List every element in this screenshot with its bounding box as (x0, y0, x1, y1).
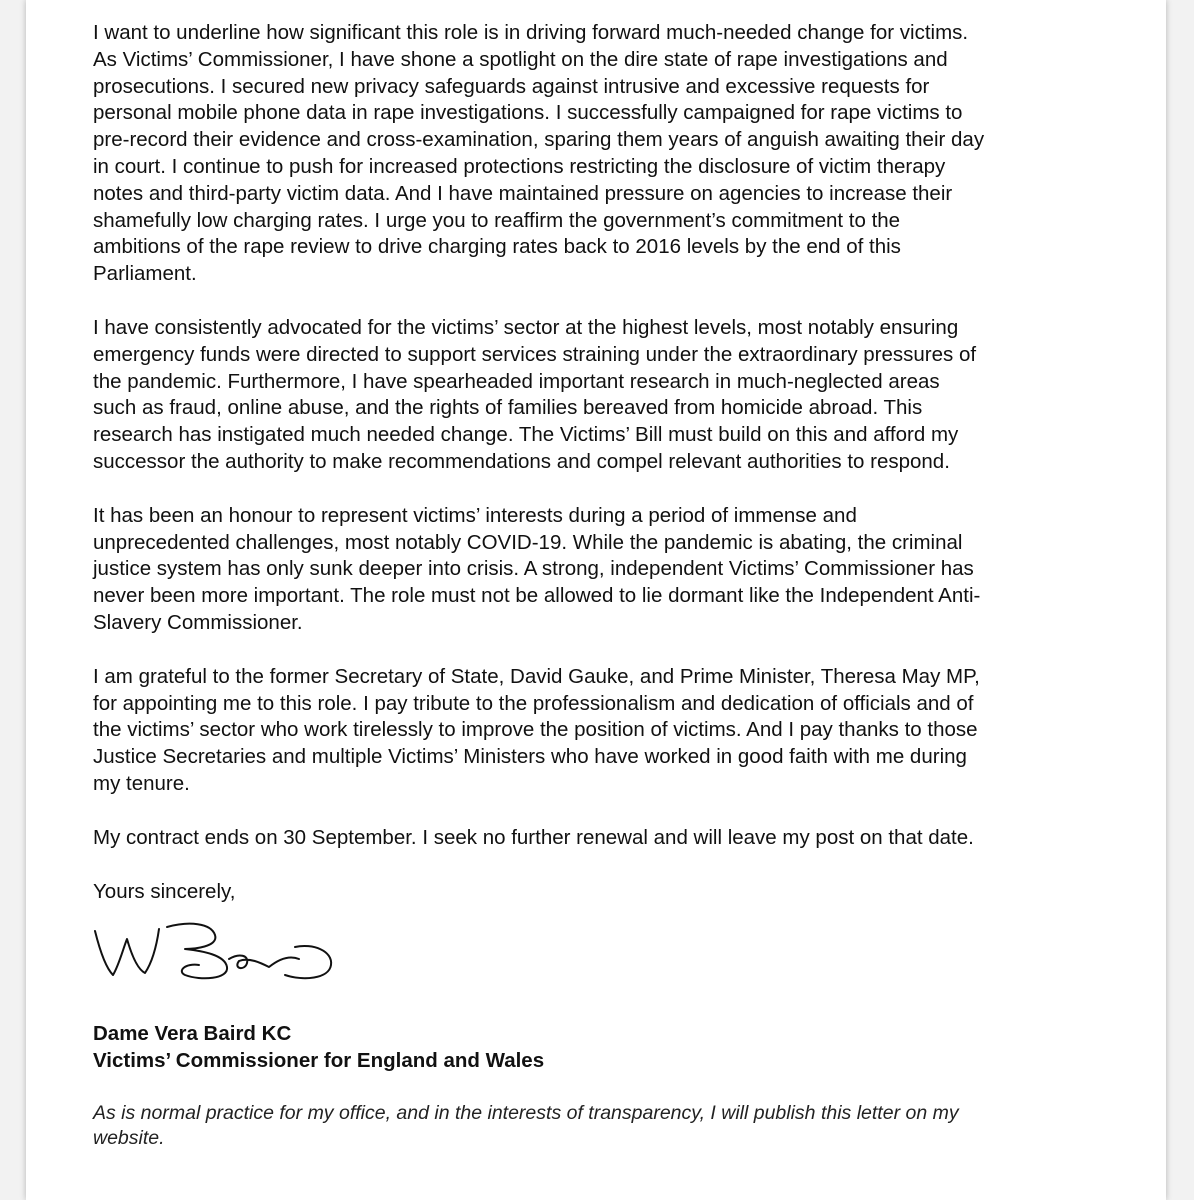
text-line: such as fraud, online abuse, and the rights of families bereaved from homicide abroad. This (93, 396, 923, 420)
text-line: prosecutions. I secured new privacy safeguards against intrusive and excessive requests for (93, 74, 930, 98)
text-line: my tenure. (93, 771, 190, 795)
signer-block (93, 1021, 1093, 1075)
text-line: unprecedented challenges, most notably COVID-19. While the pandemic is abating, the criminal (93, 530, 963, 554)
text-line: As is normal practice for my office, and in the interests of transparency, I will publish this letter on my (93, 1101, 959, 1124)
text-line: notes and third-party victim data. And I have maintained pressure on agencies to increase their (93, 181, 953, 205)
text-line: website. (93, 1127, 165, 1150)
paragraph-2 (93, 315, 1093, 476)
text-line: My contract ends on 30 September. I seek no further renewal and will leave my post on that date. (93, 825, 974, 849)
text-line: I am grateful to the former Secretary of State, David Gauke, and Prime Minister, Theresa May MP, (93, 664, 980, 688)
text-line: As Victims’ Commissioner, I have shone a spotlight on the dire state of rape investigations and (93, 47, 948, 71)
text-line: It has been an honour to represent victims’ interests during a period of immense and (93, 503, 857, 527)
handwritten-signature (89, 909, 349, 995)
text-line: for appointing me to this role. I pay tribute to the professionalism and dedication of officials and of (93, 691, 974, 715)
text-line: ambitions of the rape review to drive charging rates back to 2016 levels by the end of this (93, 235, 901, 259)
letter-body (93, 20, 1093, 1152)
text-line: personal mobile phone data in rape investigations. I successfully campaigned for rape victims to (93, 101, 963, 125)
text-line: shamefully low charging rates. I urge you to reaffirm the government’s commitment to the (93, 208, 901, 232)
paragraph-3 (93, 503, 1093, 637)
text-line: the pandemic. Furthermore, I have spearheaded important research in much-neglected areas (93, 369, 940, 393)
signer-title: Victims’ Commissioner for England and Wales (93, 1049, 545, 1073)
text-line: never been more important. The role must not be allowed to lie dormant like the Independent Anti- (93, 584, 981, 608)
text-line: justice system has only sunk deeper into crisis. A strong, independent Victims’ Commissioner has (93, 557, 974, 581)
text-line: Justice Secretaries and multiple Victims’ Ministers who have worked in good faith with me during (93, 745, 967, 769)
text-line: Parliament. (93, 262, 197, 286)
closing-salutation: Yours sincerely, (93, 879, 236, 903)
publication-note (93, 1101, 1093, 1152)
text-line: I have consistently advocated for the victims’ sector at the highest levels, most notably ensuring (93, 315, 959, 339)
text-line: Slavery Commissioner. (93, 610, 303, 634)
paragraph-5 (93, 825, 1093, 852)
signer-name: Dame Vera Baird KC (93, 1022, 292, 1046)
text-line: the victims’ sector who work tirelessly to improve the position of victims. And I pay thanks to those (93, 718, 978, 742)
paragraph-4 (93, 664, 1093, 798)
text-line: successor the authority to make recommendations and compel relevant authorities to respond. (93, 449, 950, 473)
letter-page (26, 0, 1166, 1200)
text-line: pre-record their evidence and cross-examination, sparing them years of anguish awaiting their day (93, 128, 985, 152)
text-line: in court. I continue to push for increased protections restricting the disclosure of victim therapy (93, 154, 946, 178)
paragraph-1 (93, 20, 1093, 288)
text-line: research has instigated much needed change. The Victims’ Bill must build on this and afford my (93, 423, 959, 447)
text-line: I want to underline how significant this role is in driving forward much-needed change for victims. (93, 21, 969, 44)
text-line: emergency funds were directed to support services straining under the extraordinary pressures of (93, 342, 977, 366)
